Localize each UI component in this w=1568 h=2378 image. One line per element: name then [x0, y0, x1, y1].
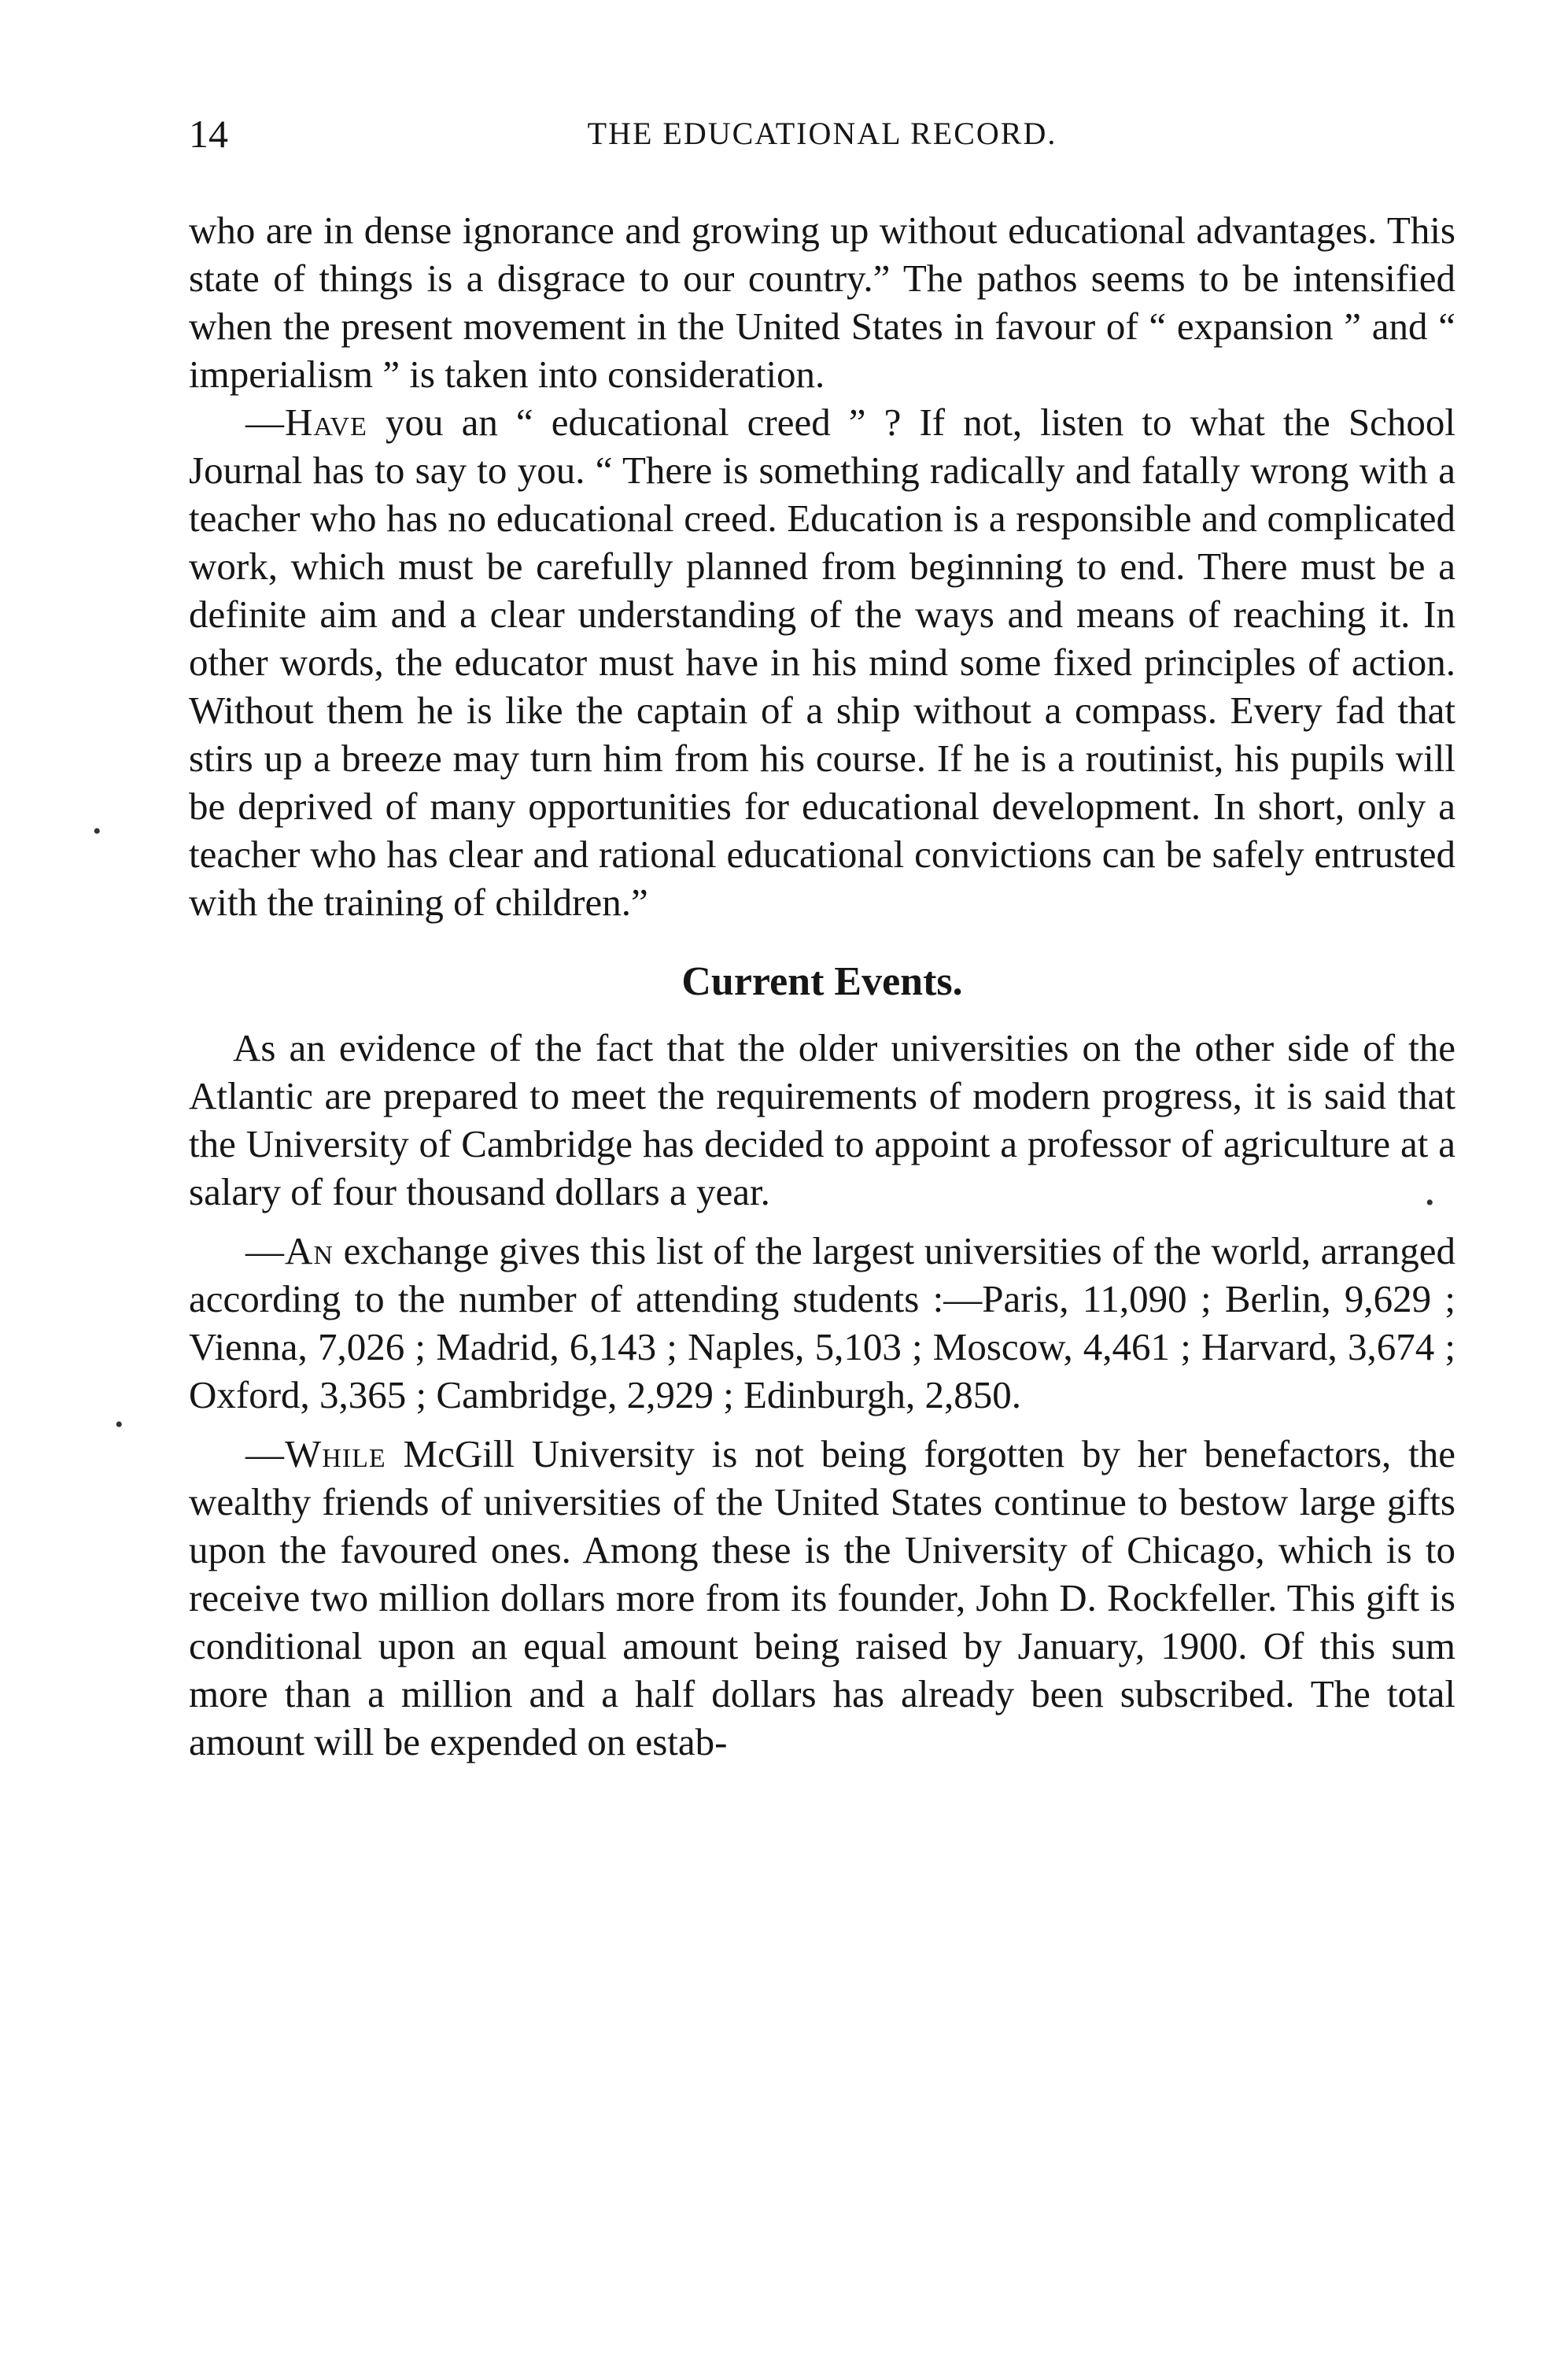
paragraph-text: exchange gives this list of the largest universities of the world, arranged according to the number of attending students :—Paris, 11,090 ; Berlin, 9,629 ; Vienna, 7,026 ; Madrid, 6,143 ; Naples, 5,103 ; Moscow, 4,461 ; Harvard, 3,674 ; Oxford, 3,365 ; Cambridge, 2,929 ; Edinburgh, 2,850.: [189, 1229, 1455, 1416]
print-speck: •: [93, 818, 101, 844]
print-speck: •: [1426, 1190, 1434, 1216]
lead-word: —While: [245, 1432, 386, 1475]
paragraph-text: you an “ educational creed ” ? If not, listen to what the School Journal has to say to you. “ There is something radically and fatally wrong with a teacher who has no educational creed. Education is a responsible and complicated work, which must be carefully planned from beginning to end. There must be a definite aim and a clear understanding of the ways and means of reaching it. In other words, the educator must have in his mind some fixed principles of action. Without them he is like the captain of a ship without a compass. Every fad that stirs up a breeze may turn him from his course. If he is a routinist, his pupils will be deprived of many opportunities for educational development. In short, only a teacher who has clear and rational educational convictions can be safely entrusted with the training of children.”: [189, 401, 1455, 924]
running-title: THE EDUCATIONAL RECORD.: [587, 116, 1057, 151]
section-heading: Current Events.: [681, 959, 963, 1004]
paragraph-continuation: who are in dense ignorance and growing up without educational advantages. This state of things is a disgrace to our country.” The pathos seems to be intensified when the present movement in the United States in favour of “ expansion ” and “ imperialism ” is taken into consideration.: [189, 209, 1455, 396]
page-header: [189, 110, 1455, 157]
paragraph-cambridge: As an evidence of the fact that the older universities on the other side of the Atlantic are prepared to meet the requirements of modern progress, it is said that the University of Cambridge has decided to appoint a professor of agriculture at a salary of four thousand dollars a year.: [189, 1026, 1455, 1213]
print-speck: •: [115, 1412, 124, 1438]
paragraph-mcgill: [189, 1430, 1455, 1766]
paragraph-largest-universities: [189, 1227, 1455, 1419]
lead-word: —Have: [245, 401, 367, 444]
body-text: [189, 206, 1455, 1766]
paragraph-educational-creed: [189, 398, 1455, 926]
page-number: 14: [189, 112, 228, 156]
lead-word: —An: [245, 1229, 334, 1272]
paragraph-text: McGill University is not being forgotten by her benefactors, the wealthy friends of universities of the United States continue to bestow large gifts upon the favoured ones. Among these is the University of Chicago, which is to receive two million dollars more from its founder, John D. Rockfeller. This gift is conditional upon an equal amount being raised by January, 1900. Of this sum more than a million and a half dollars has already been subscribed. The total amount will be expended on estab-: [189, 1432, 1455, 1763]
